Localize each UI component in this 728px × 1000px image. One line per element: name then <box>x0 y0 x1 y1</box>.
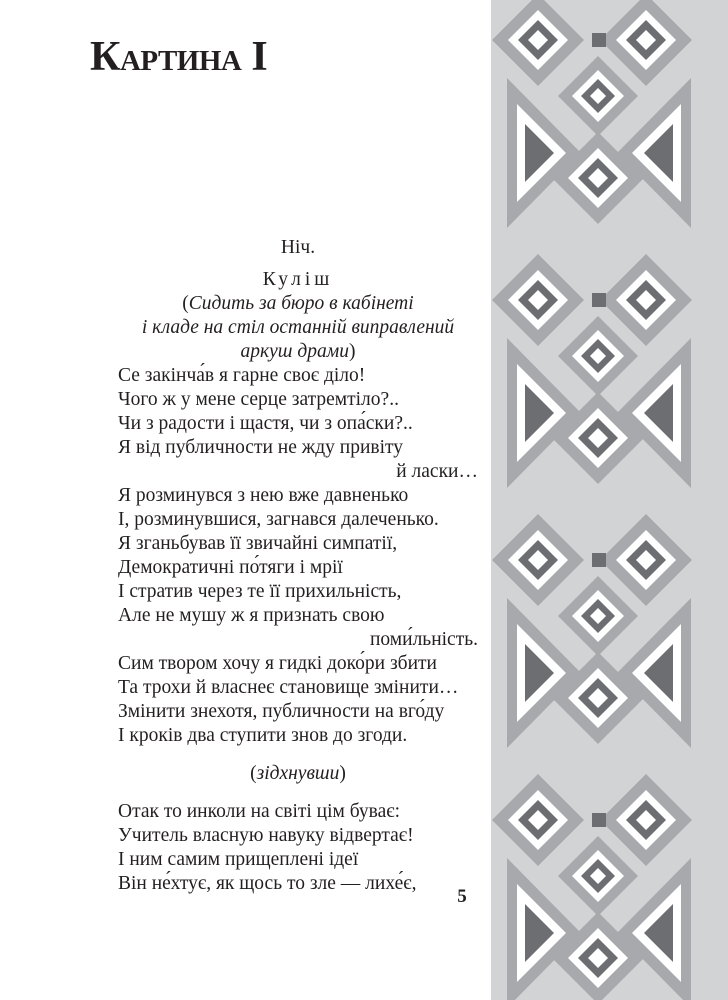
verse-line: Чи з радости і щастя, чи з опа́ски?.. <box>118 413 413 434</box>
verse-line: Я зганьбував її звичайні симпатії, <box>118 533 398 554</box>
second-stage-direction <box>118 762 478 786</box>
verse-line: Отак то инколи на світі цім буває: <box>118 801 401 822</box>
time-of-day: Ніч. <box>280 237 316 258</box>
speaker-name: Куліш <box>262 269 334 290</box>
verse-line: І ним самим прищеплені ідеї <box>118 849 359 870</box>
paren-open: ( <box>250 763 257 784</box>
verse-block-1 <box>118 364 478 748</box>
verse-line: Учитель власную навуку відвертає! <box>118 825 414 846</box>
verse-line: Демократичні по́тяги і мрії <box>118 557 343 578</box>
verse-line: Змінити знехотя, публичности на вго́ду <box>118 701 445 722</box>
verse-line: Я від публичности не жду привіту <box>118 437 404 458</box>
verse-line: Сим твором хочу я гидкі доко́ри збити <box>118 653 437 674</box>
stage-direction-line-2: і кладе на стіл останній виправлений <box>141 317 455 338</box>
second-direction-text: зідхнувши <box>256 763 340 784</box>
verse-line: Та трохи й власнеє становище змінити… <box>118 677 459 698</box>
verse-line: Я розминувся з нею вже давненько <box>118 485 409 506</box>
verse-line: Він не́хтує, як щось то зле — лихе́є, <box>118 873 417 894</box>
chapter-title: Картина I <box>90 34 268 80</box>
verse-line: Чого ж у мене серце затремтіло?.. <box>118 389 399 410</box>
paren-close: ) <box>348 341 356 362</box>
diamond-pattern-icon <box>491 0 728 1000</box>
verse-line-continuation: поми́льність. <box>369 629 478 650</box>
stage-direction-line-3: аркуш драми <box>240 341 349 362</box>
paren-open: ( <box>182 293 189 314</box>
stage-direction <box>118 292 478 364</box>
verse-line: І кроків два ступити знов до згоди. <box>118 725 408 746</box>
stage-direction-line-1: Сидить за бюро в кабінеті <box>188 293 414 314</box>
verse-block-2 <box>118 800 478 896</box>
verse-line-continuation: й ласки… <box>396 461 478 482</box>
verse-line: І стратив через те її прихильність, <box>118 581 402 602</box>
page-number: 5 <box>457 886 467 907</box>
verse-line: І, розминувшися, загнався далеченько. <box>118 509 439 530</box>
paren-close: ) <box>339 763 346 784</box>
play-text <box>118 236 478 896</box>
verse-line: Се закінча́в я гарне своє діло! <box>118 365 366 386</box>
verse-line: Але не мушу ж я признать свою <box>118 605 385 626</box>
